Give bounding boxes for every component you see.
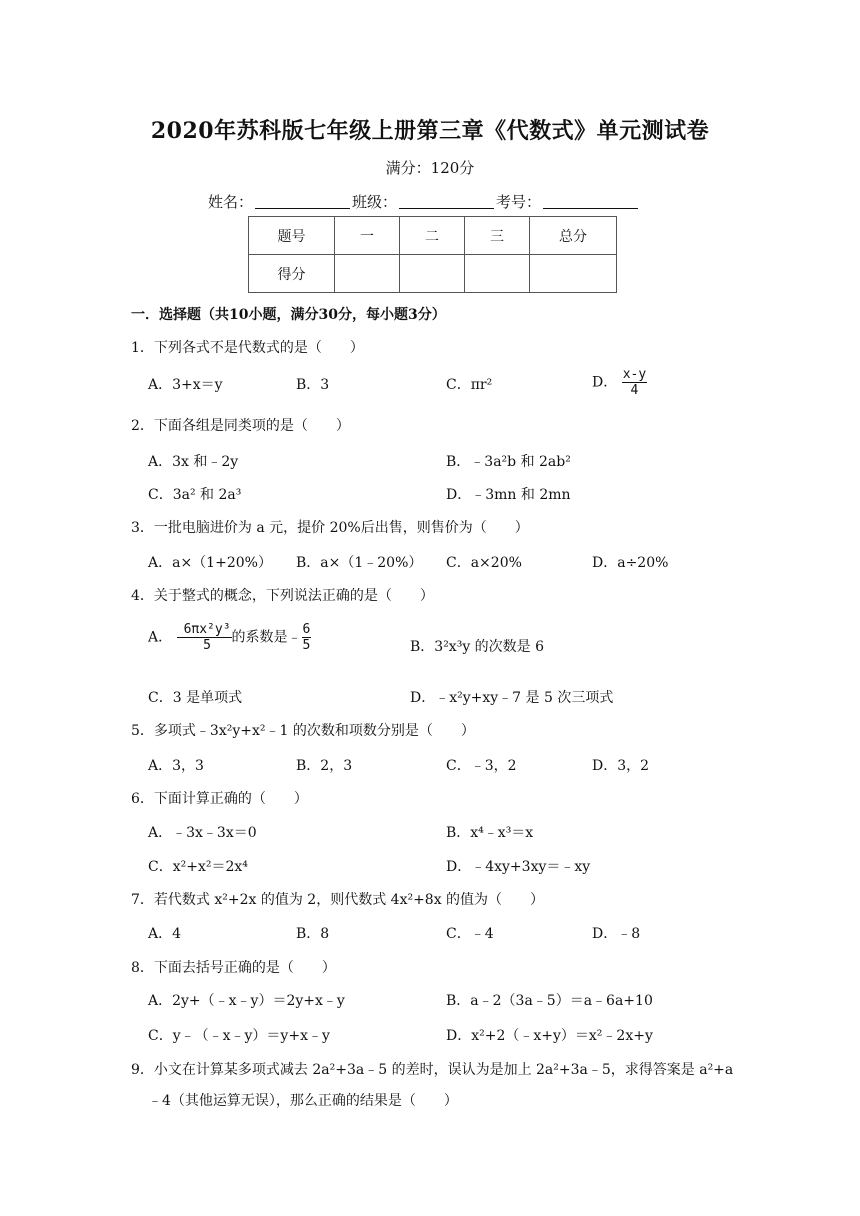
- option-4d[interactable]: D．﹣x²y+xy﹣7 是 5 次三项式: [410, 690, 614, 706]
- question-3: 3．一批电脑进价为 a 元，提价 20%后出售，则售价为（ ）: [131, 520, 529, 536]
- option-1c[interactable]: C．πr²: [446, 377, 493, 393]
- question-5: 5．多项式﹣3x²y+x²﹣1 的次数和项数分别是（ ）: [131, 723, 475, 739]
- score-row-label: 得分: [249, 255, 335, 293]
- score-cell[interactable]: [400, 255, 465, 293]
- fraction-numerator: x-y: [622, 367, 647, 382]
- option-6d[interactable]: D．﹣4xy+3xy＝﹣xy: [446, 859, 591, 875]
- option-7a[interactable]: A．4: [148, 926, 182, 942]
- option-4a[interactable]: [148, 622, 311, 653]
- option-7b[interactable]: B．8: [296, 926, 330, 942]
- name-blank[interactable]: [255, 194, 350, 209]
- question-7: 7．若代数式 x²+2x 的值为 2，则代数式 4x²+8x 的值为（ ）: [131, 892, 545, 908]
- option-5d[interactable]: D．3，2: [592, 758, 650, 774]
- option-8d[interactable]: D．x²+2（﹣x+y）＝x²﹣2x+y: [446, 1028, 653, 1044]
- score-cell[interactable]: [335, 255, 400, 293]
- option-3a[interactable]: A．a×（1+20%）: [148, 555, 272, 571]
- option-4c[interactable]: C．3 是单项式: [148, 690, 243, 706]
- option-2a[interactable]: A．3x 和﹣2y: [148, 454, 239, 470]
- fraction-numerator: 6πx²y³: [183, 622, 231, 637]
- score-table-row: [249, 255, 617, 293]
- option-5b[interactable]: B．2，3: [296, 758, 353, 774]
- option-4a-label: A．: [148, 629, 173, 646]
- fraction-1d: [622, 367, 647, 398]
- option-8a[interactable]: A．2y+（﹣x﹣y）＝2y+x﹣y: [148, 993, 345, 1009]
- question-6: 6．下面计算正确的（ ）: [131, 791, 308, 807]
- section-heading: 一．选择题（共10小题，满分30分，每小题3分）: [131, 307, 446, 323]
- question-8: 8．下面去括号正确的是（ ）: [131, 960, 336, 976]
- class-label: 班级：: [352, 193, 398, 211]
- fraction-4a: [183, 622, 232, 653]
- option-4a-mid: 的系数是﹣: [231, 629, 302, 646]
- page-title: 2020年苏科版七年级上册第三章《代数式》单元测试卷: [150, 118, 710, 144]
- option-6c[interactable]: C．x²+x²＝2x⁴: [148, 859, 248, 875]
- score-table: [248, 216, 617, 293]
- fraction-numerator: 6: [302, 622, 311, 637]
- score-cell[interactable]: [465, 255, 530, 293]
- option-5a[interactable]: A．3，3: [148, 758, 204, 774]
- option-1a[interactable]: A．3+x＝y: [148, 377, 223, 393]
- fraction-4a-coef: [302, 622, 312, 653]
- student-info-line: [208, 191, 640, 212]
- name-label: 姓名：: [208, 193, 254, 211]
- score-header-cell: 题号: [249, 217, 335, 255]
- option-6a[interactable]: A．﹣3x﹣3x＝0: [148, 825, 257, 841]
- option-3c[interactable]: C．a×20%: [446, 555, 522, 571]
- option-3b[interactable]: B．a×（1﹣20%）: [296, 555, 423, 571]
- option-8b[interactable]: B．a﹣2（3a﹣5）＝a﹣6a+10: [446, 993, 653, 1009]
- full-score: 满分：120分: [385, 159, 475, 177]
- option-3d[interactable]: D．a÷20%: [592, 555, 669, 571]
- question-2: 2．下面各组是同类项的是（ ）: [131, 418, 350, 434]
- option-7d[interactable]: D．﹣8: [592, 926, 641, 942]
- question-1: 1．下列各式不是代数式的是（ ）: [131, 340, 364, 356]
- option-1d-label: D．: [592, 374, 618, 391]
- fraction-denominator: 4: [630, 383, 639, 398]
- score-header-cell: 总分: [530, 217, 617, 255]
- question-9-continued: ﹣4（其他运算无误），那么正确的结果是（ ）: [148, 1093, 458, 1109]
- option-7c[interactable]: C．﹣4: [446, 926, 494, 942]
- option-4b[interactable]: B．3²x³y 的次数是 6: [410, 639, 545, 655]
- option-6b[interactable]: B．x⁴﹣x³＝x: [446, 825, 534, 841]
- score-cell[interactable]: [530, 255, 617, 293]
- option-2b[interactable]: B．﹣3a²b 和 2ab²: [446, 454, 571, 470]
- question-9: 9．小文在计算某多项式减去 2a²+3a﹣5 的差时，误认为是加上 2a²+3a﹣5，求得答案是 a²+a: [131, 1062, 734, 1078]
- option-1d[interactable]: [592, 367, 647, 398]
- exam-no-label: 考号：: [496, 193, 542, 211]
- option-2c[interactable]: C．3a² 和 2a³: [148, 487, 242, 503]
- score-header-cell: 二: [400, 217, 465, 255]
- question-4: 4．关于整式的概念，下列说法正确的是（ ）: [131, 588, 434, 604]
- score-table-header-row: [249, 217, 617, 255]
- option-5c[interactable]: C．﹣3，2: [446, 758, 517, 774]
- fraction-denominator: 5: [203, 638, 211, 653]
- class-blank[interactable]: [399, 194, 494, 209]
- fraction-denominator: 5: [302, 638, 311, 653]
- exam-no-blank[interactable]: [543, 194, 638, 209]
- score-header-cell: 一: [335, 217, 400, 255]
- option-2d[interactable]: D．﹣3mn 和 2mn: [446, 487, 571, 503]
- option-8c[interactable]: C．y﹣（﹣x﹣y）＝y+x﹣y: [148, 1028, 330, 1044]
- score-header-cell: 三: [465, 217, 530, 255]
- option-1b[interactable]: B．3: [296, 377, 330, 393]
